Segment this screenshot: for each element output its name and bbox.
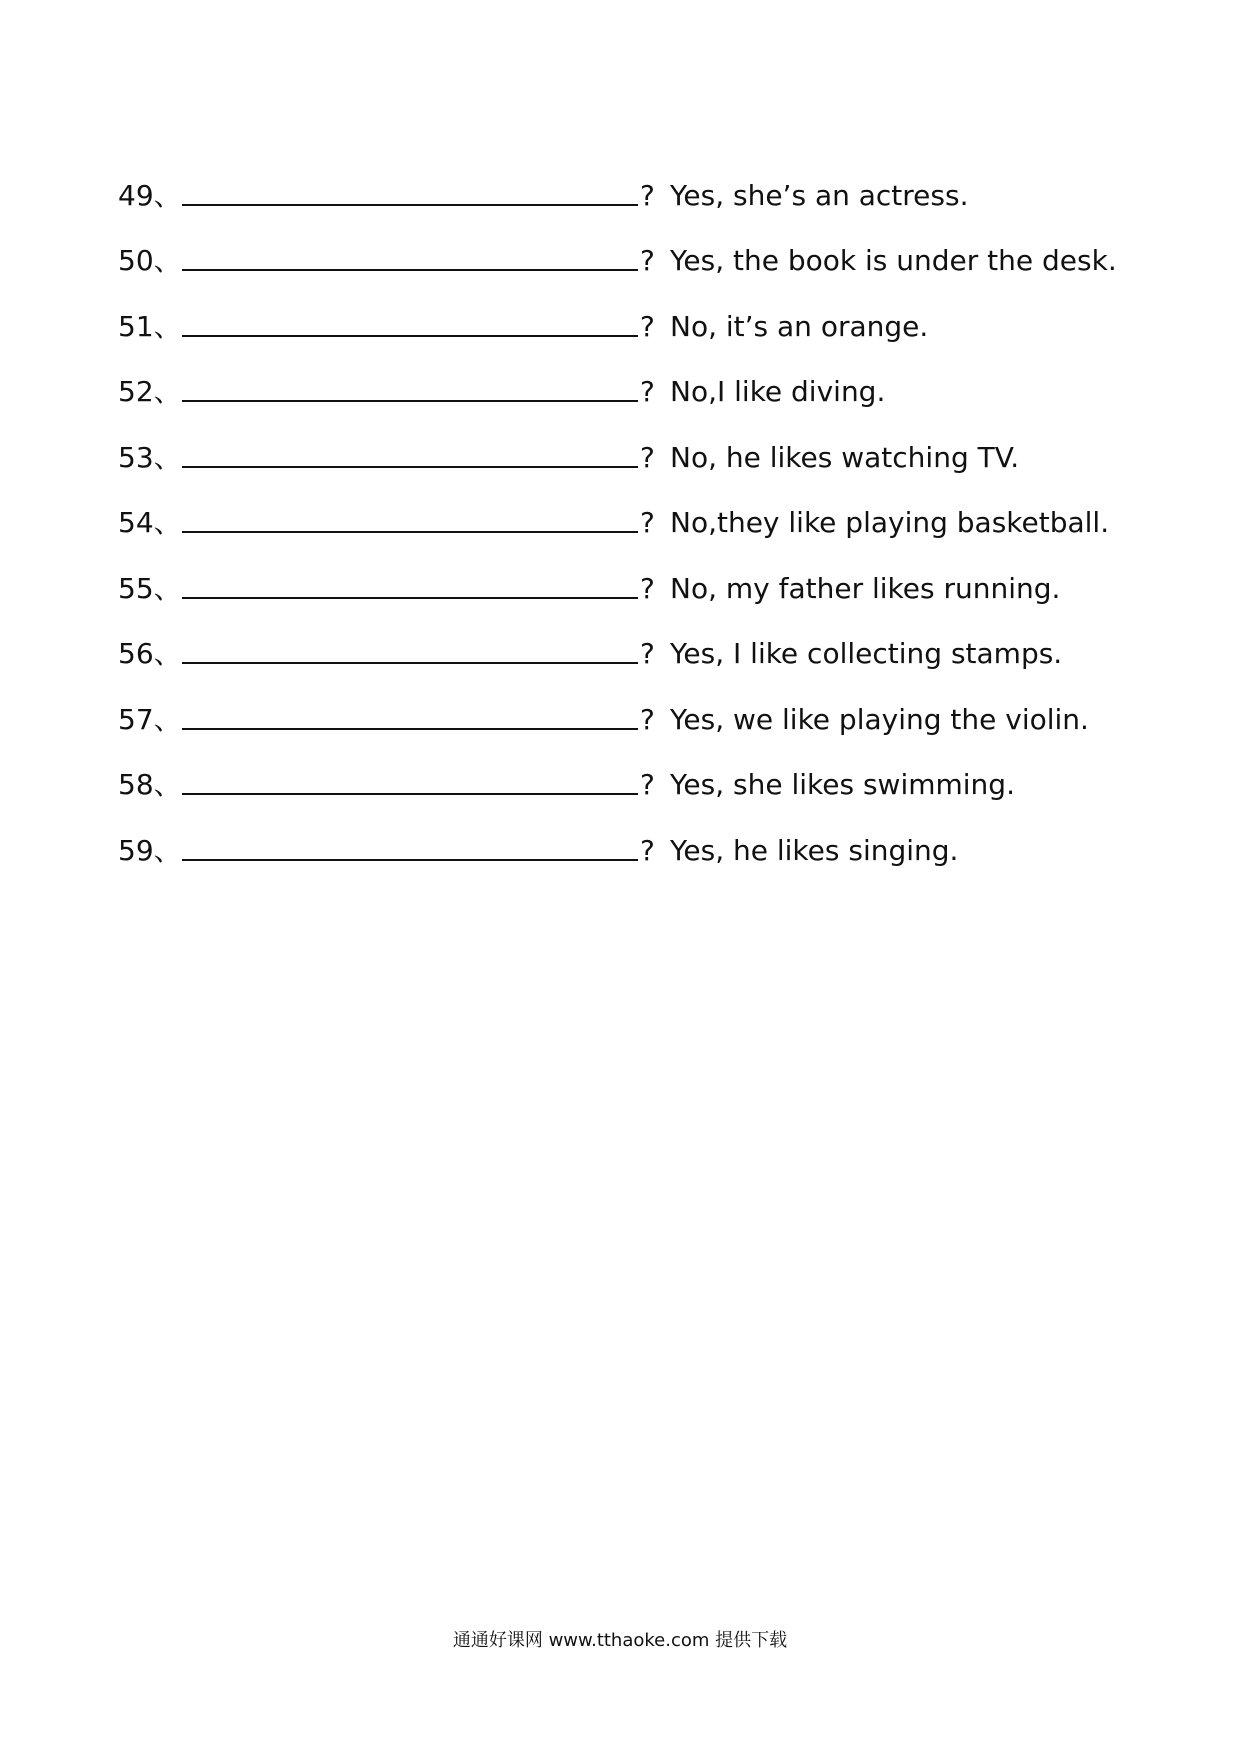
answer-text: No,they like playing basketball.: [670, 506, 1110, 539]
question-item-52: [118, 357, 1128, 423]
answer-text: No, he likes watching TV.: [670, 440, 1020, 474]
question-item-59: [118, 815, 1128, 881]
answer-text: No,I like diving.: [670, 375, 886, 408]
answer-blank-line[interactable]: [182, 436, 638, 468]
answer-blank-line[interactable]: [182, 370, 638, 402]
answer-blank-line[interactable]: [182, 632, 638, 664]
answer-text: Yes, I like collecting stamps.: [670, 637, 1063, 670]
answer-blank-line[interactable]: [182, 567, 638, 599]
question-mark: ?: [640, 702, 655, 736]
question-mark: ?: [640, 309, 655, 343]
question-mark: ?: [640, 244, 655, 277]
question-number: 54、: [118, 506, 182, 539]
question-item-53: [118, 422, 1128, 488]
question-item-50: [118, 226, 1128, 292]
question-mark: ?: [640, 833, 655, 867]
question-item-49: [118, 160, 1128, 226]
answer-blank-line[interactable]: [182, 501, 638, 533]
footer-source-note: 通通好课网 www.tthaoke.com 提供下载: [452, 1630, 788, 1651]
worksheet: [118, 160, 1128, 881]
question-number: 52、: [118, 375, 182, 408]
question-number: 49、: [118, 178, 182, 212]
question-number: 57、: [118, 702, 182, 736]
question-mark: ?: [640, 440, 655, 474]
question-mark: ?: [640, 637, 655, 670]
answer-text: Yes, we like playing the violin.: [670, 702, 1089, 736]
answer-blank-line[interactable]: [182, 763, 638, 795]
answer-blank-line[interactable]: [182, 305, 638, 337]
question-number: 56、: [118, 637, 182, 670]
answer-text: No, it’s an orange.: [670, 309, 929, 343]
question-mark: ?: [640, 178, 655, 212]
question-item-56: [118, 619, 1128, 685]
question-number: 58、: [118, 768, 182, 801]
question-number: 55、: [118, 571, 182, 605]
question-mark: ?: [640, 768, 655, 801]
question-item-51: [118, 291, 1128, 357]
question-number: 53、: [118, 440, 182, 474]
answer-blank-line[interactable]: [182, 174, 638, 206]
question-number: 59、: [118, 833, 182, 867]
question-number: 50、: [118, 244, 182, 277]
question-mark: ?: [640, 571, 655, 605]
question-number: 51、: [118, 309, 182, 343]
question-item-58: [118, 750, 1128, 816]
answer-text: Yes, he likes singing.: [670, 833, 959, 867]
question-mark: ?: [640, 506, 655, 539]
answer-text: No, my father likes running.: [670, 571, 1061, 605]
answer-text: Yes, she likes swimming.: [670, 768, 1015, 801]
answer-blank-line[interactable]: [182, 829, 638, 861]
question-item-54: [118, 488, 1128, 554]
answer-blank-line[interactable]: [182, 239, 638, 271]
answer-text: Yes, she’s an actress.: [670, 178, 969, 212]
answer-blank-line[interactable]: [182, 698, 638, 730]
question-item-55: [118, 553, 1128, 619]
question-mark: ?: [640, 375, 655, 408]
question-item-57: [118, 684, 1128, 750]
answer-text: Yes, the book is under the desk.: [670, 244, 1117, 277]
